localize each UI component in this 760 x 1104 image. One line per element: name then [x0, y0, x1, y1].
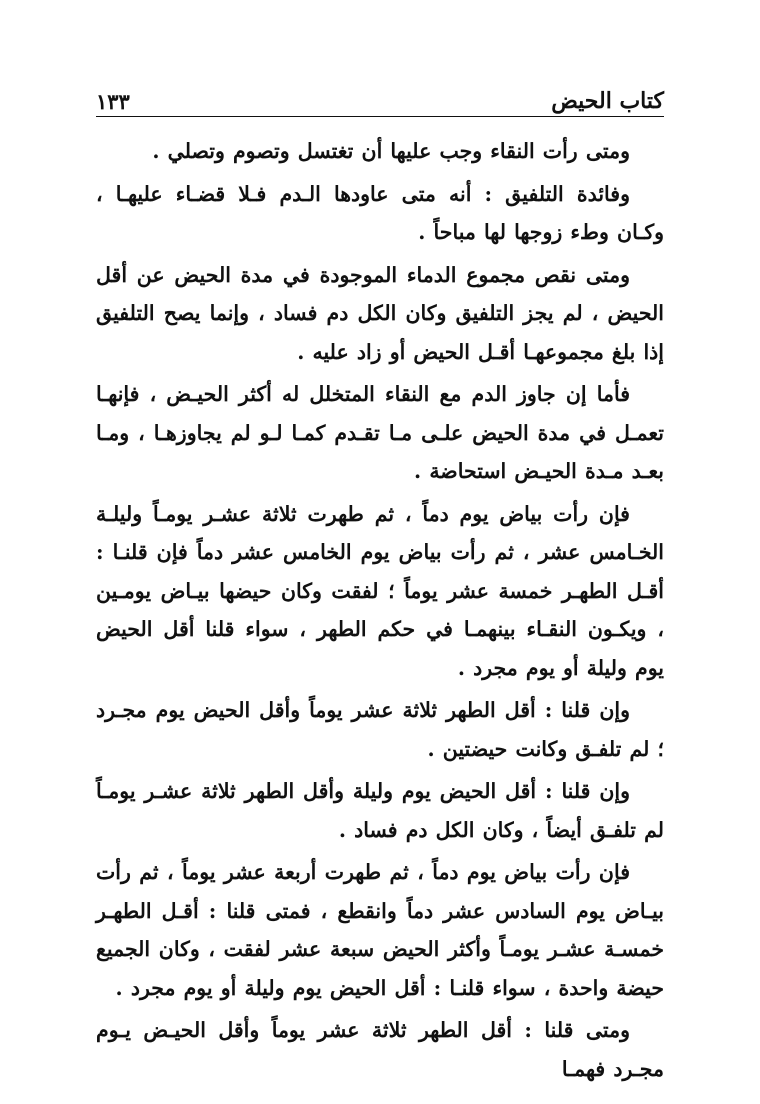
paragraph: وفائدة التلفيق : أنه متى عاودها الـدم فـلا قضـاء عليهـا ، وكـان وطء زوجها لها مباحاً . [96, 181, 664, 244]
page-number: ١٣٣ [96, 89, 130, 114]
paragraph: وإن قلنا : أقل الطهر ثلاثة عشر يوماً وأقل الحيض يوم مجـرد ؛ لم تلفـق وكانت حيضتين . [96, 698, 664, 761]
chapter-title: كتاب الحيض [551, 88, 664, 114]
paragraph: ومتى قلنا : أقل الطهر ثلاثة عشر يوماً وأقل الحيـض يـوم مجـرد فهمـا [96, 1018, 664, 1081]
paragraph: ومتى نقص مجموع الدماء الموجودة في مدة الحيض عن أقل الحيض ، لم يجز التلفيق وكان الكل دم فساد ، وإنما يصح التلفيق إذا بلغ مجموعهـا أقـل الحيض أو زاد عليه . [96, 262, 664, 364]
paragraph: ومتى رأت النقاء وجب عليها أن تغتسل وتصوم وتصلي . [152, 139, 630, 163]
paragraph: وإن قلنا : أقل الحيض يوم وليلة وأقل الطهر ثلاثة عشـر يومـاً لم تلفـق أيضاً ، وكان الكل دم فساد . [96, 779, 664, 842]
body-text [96, 132, 664, 1088]
header-divider [96, 116, 664, 117]
paragraph: فإن رأت بياض يوم دماً ، ثم طهرت أربعة عشر يوماً ، ثم رأت بيـاض يوم السادس عشر دماً وانقطع ، فمتى قلنا : أقـل الطهـر خمسـة عشـر يومـاً وأكثر الحيض سبعة عشر لفقت ، وكان الجميع حيضة واحدة ، سواء قلنـا : أقل الحيض يوم وليلة أو يوم مجرد . [96, 860, 664, 1000]
running-header [96, 78, 664, 112]
paragraph: فإن رأت بياض يوم دماً ، ثم طهرت ثلاثة عشـر يومـاً وليلـة الخـامس عشر ، ثم رأت بياض يوم الخامس عشر دماً فإن قلنـا : أقـل الطهـر خمسة عشر يوماً ؛ لفقت وكان حيضها بيـاض يومـين ، ويكـون النقـاء بينهمـا في حكم الطهر ، سواء قلنا أقل الحيض يوم وليلة أو يوم مجرد . [96, 501, 664, 680]
paragraph: فأما إن جاوز الدم مع النقاء المتخلل له أكثر الحيـض ، فإنهـا تعمـل في مدة الحيض علـى مـا تقـدم كمـا لـو لم يجاوزهـا ، ومـا بعـد مـدة الحيـض استحاضة . [96, 382, 664, 483]
